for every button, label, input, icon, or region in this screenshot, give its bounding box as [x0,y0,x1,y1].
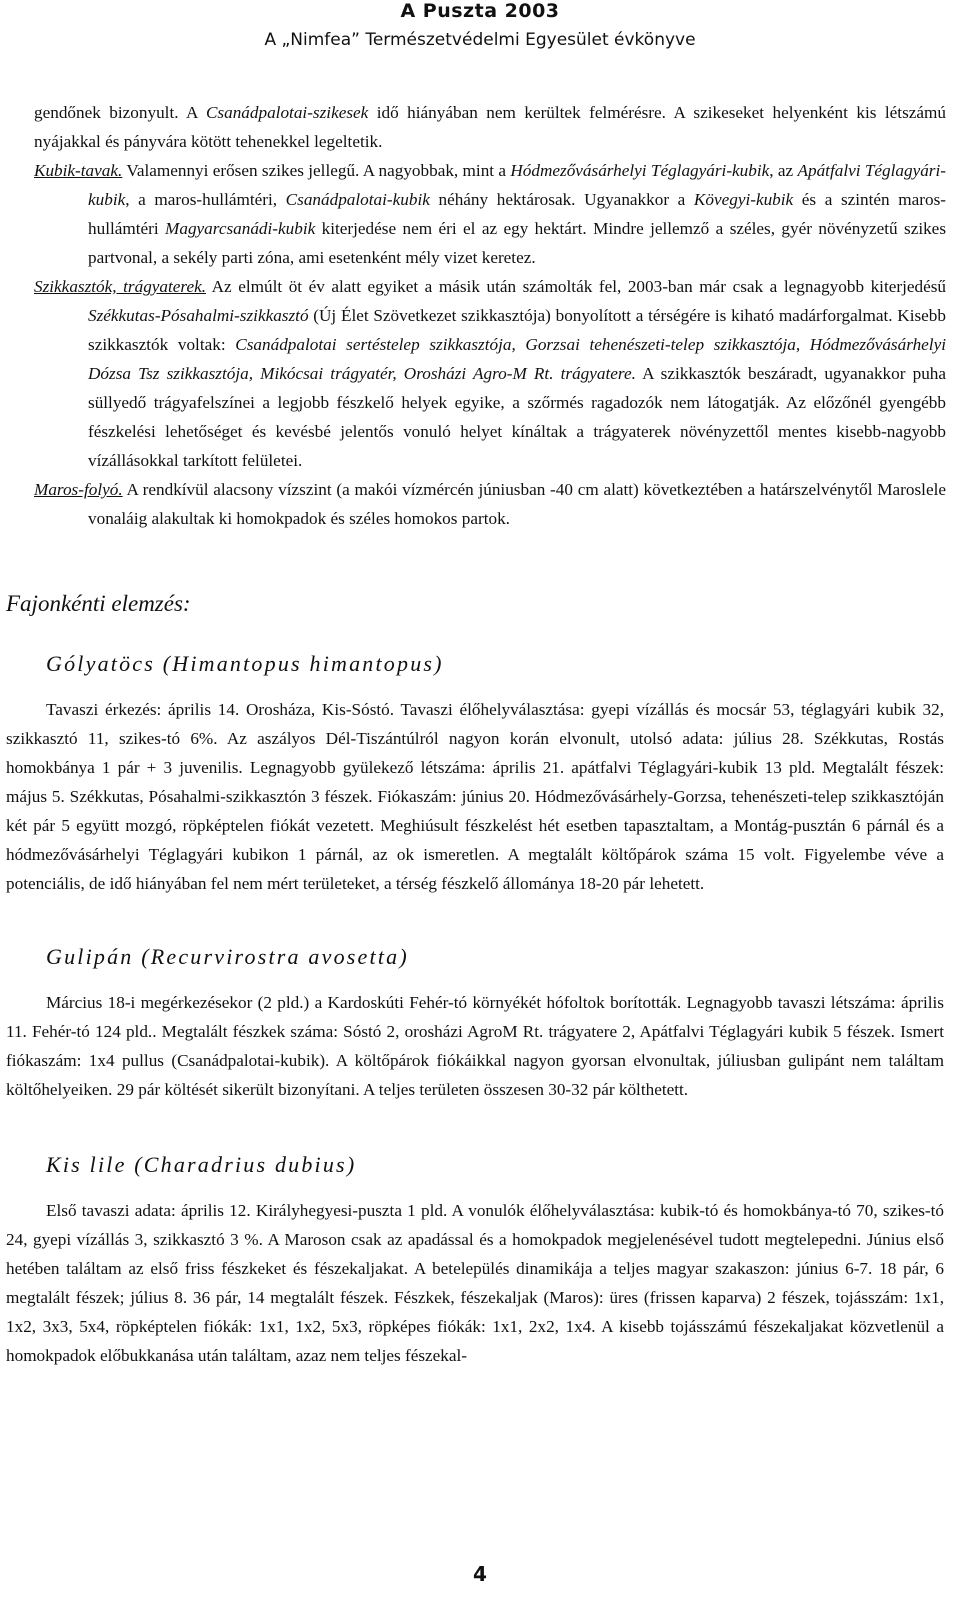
szikkaszto-label: Szikkasztók, trágyaterek. [34,277,207,296]
species-text [0,1196,960,1370]
section-title: Fajonkénti elemzés: [6,591,191,616]
text-run: , a maros-hullámtéri, [125,190,286,209]
text-run: Az elmúlt öt év alatt egyiket a másik után számolták fel, 2003-ban már csak a legnagyobb kiterjedésű [206,277,946,296]
species-text [0,988,960,1104]
species-text [0,695,960,898]
text-run: és a szintén maros-hullámtéri [88,190,946,238]
species-paragraph: Március 18-i megérkezésekor (2 pld.) a Kardoskúti Fehér-tó környékét hófoltok borították. Legnagyobb tavaszi létszáma: április 11. Fehér-tó 124 pld.. Megtalált fészkek száma: Sóstó 2, orosházi AgroM Rt. trágyatere 2, Apátfalvi Téglagyári kubik 5 fészek. Ismert fiókaszám: 1x4 pullus (Csanádpalotai-kubik). A költőpárok fiókáikkal nagyon gyorsan elvonultak, júliusban gulipánt nem találtam költőhelyeiken. 29 pár költését sikerült bizonyítani. A teljes területen összesen 30-32 pár költhetett. [6,993,944,1099]
text-run: A rendkívül alacsony vízszint (a makói vízmércén júniusban -40 cm alatt) következtében a határszelvénytől Maroslele vonaláig alakultak ki homokpadok és széles homokos partok. [88,480,946,528]
text-run: (Új Élet Szövetkezet szikkasztója) bonyolított a térségére is kiható madárforgalmat. Kisebb szikkasztók voltak: [88,306,946,354]
species-heading: Gulipán (Recurvirostra avosetta) [46,944,409,969]
kubik-label: Kubik-tavak. [34,161,123,180]
maros-label: Maros-folyó. [34,480,123,499]
intro-paragraph [34,98,946,156]
kubik-paragraph [34,156,946,272]
text-run-italic: Kövegyi-kubik [693,190,794,209]
page-header [0,0,960,51]
page-number: 4 [473,1562,487,1586]
journal-subtitle: A „Nimfea” Természetvédelmi Egyesület évkönyve [264,30,696,50]
intro-block [0,98,960,533]
text-run-italic: Csanádpalotai sertéstelep szikkasztója, Gorzsai tehenészeti-telep szikkasztója, Hódmezővásárhelyi Dózsa Tsz szikkasztója, Mikócsai trágyatér, Orosházi Agro-M Rt. trágyatere. [88,335,946,383]
maros-paragraph [34,475,946,533]
text-run-italic: Magyarcsanádi-kubik [165,219,316,238]
species-heading: Kis lile (Charadrius dubius) [46,1152,357,1177]
text-run: Valamennyi erősen szikes jellegű. A nagyobbak, mint a [122,161,511,180]
text-run-italic: Apátfalvi Téglagyári-kubik [88,161,946,209]
journal-title: A Puszta 2003 [400,0,560,22]
text-run-italic: Székkutas-Pósahalmi-szikkasztó [88,306,309,325]
text-run: gendőnek bizonyult. A [34,103,206,122]
species-paragraph: Első tavaszi adata: április 12. Királyhegyesi-puszta 1 pld. A vonulók élőhelyválasztása: kubik-tó és homokbánya-tó 70, szikes-tó 24, gyepi vízállás 3, szikkasztó 3 %. A Maroson csak az apadással és a homokpadok megjelenésével tudott megtelepedni. Június első hetében találtam az első friss fészkeket és fészekaljakat. A betelepülés dinamikája a teljes magyar szakaszon: június 6-7. 18 pár, 6 megtalált fészek; július 8. 36 pár, 14 megtalált fészek. Fészkek, fészekaljak (Maros): üres (frissen kaparva) 2 fészek, tojásszám: 1x1, 1x2, 3x3, 5x4, röpképtelen fiókák: 1x1, 1x2, 5x3, röpképes fiókák: 1x1, 2x2, 1x4. A kisebb tojásszámú fészekaljakat közvetlenül a homokpadok előbukkanása után találtam, azaz nem teljes fészekal- [6,1201,944,1365]
szikkaszto-paragraph [34,272,946,475]
text-run: kiterjedése nem éri el az egy hektárt. Mindre jellemző a széles, gyér növényzetű szikes partvonal, a sekély parti zóna, ami esetenként mély vizet keretez. [88,219,947,267]
text-run: A szikkasztók beszáradt, ugyanakkor puha süllyedő trágyafelszínei a legjobb fészkelő helyek egyike, a szőrmés ragadozók nem látogatják. Az előzőnél gyengébb fészkelési lehetőséget és kevésbé jelentős vonuló helyet kínáltak a trágyaterek növényzettől mentes kisebb-nagyobb vízállásokkal tarkított felületei. [88,364,947,470]
text-run: néhány hektárosak. Ugyanakkor a [429,190,694,209]
page-content [0,98,960,1370]
text-run-italic: Csanádpalotai-kubik [285,190,430,209]
text-run: idő hiányában nem kerültek felmérésre. A szikeseket helyenként kis létszámú nyájakkal és pányvára kötött tehenekkel legeltetik. [34,103,946,151]
species-heading: Gólyatöcs (Himantopus himantopus) [46,651,444,676]
text-run-italic: Hódmezővásárhelyi Téglagyári-kubik [510,161,770,180]
species-paragraph: Tavaszi érkezés: április 14. Orosháza, Kis-Sóstó. Tavaszi élőhelyválasztása: gyepi vízállás és mocsár 53, téglagyári kubik 32, szikkasztó 11, szikes-tó 6%. Az aszályos Dél-Tiszántúlról nagyon korán elvonult, utolsó adata: július 28. Székkutas, Rostás homokbánya 1 pár + 3 juvenilis. Legnagyobb gyülekező létszáma: április 21. apátfalvi Téglagyári-kubik 13 pld. Megtalált fészek: május 5. Székkutas, Pósahalmi-szikkasztón 3 fészek. Fiókaszám: június 20. Hódmezővásárhely-Gorzsa, tehenészeti-telep szikkasztóján két pár 5 együtt mozgó, röpképtelen fiókát vezetett. Meghiúsult fészkelést hét esetben tapasztaltam, a Montág-pusztán 6 párnál és a hódmezővásárhelyi Téglagyári kubikon 1 párnál, az ok ismeretlen. A megtalált költőpárok száma 15 volt. Figyelembe véve a potenciális, de idő hiányában fel nem mért területeket, a térség fészkelő állománya 18-20 pár lehetett. [6,700,944,893]
text-run: , az [769,161,798,180]
text-run-italic: Csanádpalotai-szikesek [205,103,369,122]
